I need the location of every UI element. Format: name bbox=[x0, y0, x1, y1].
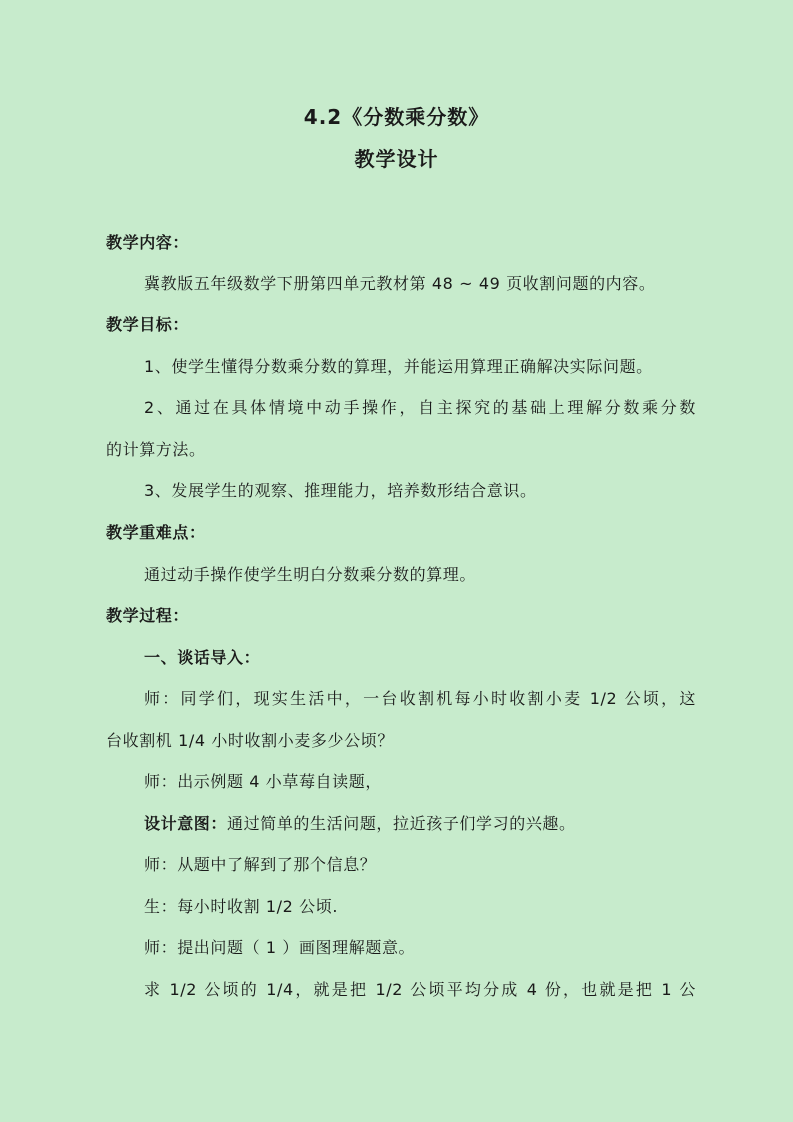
key-points-heading: 教学重难点： bbox=[106, 523, 206, 542]
design-intent-label: 设计意图： bbox=[144, 814, 228, 833]
document-subtitle: 教学设计 bbox=[354, 147, 439, 171]
section-1-heading: 一、谈话导入： bbox=[144, 648, 261, 667]
paragraph-6: 求 1/2 公顷的 1/4，就是把 1/2 公顷平均分成 4 份，也就是把 1 公 bbox=[144, 980, 696, 999]
objective-item-3: 3、发展学生的观察、推理能力，培养数形结合意识。 bbox=[144, 481, 537, 500]
content-heading: 教学内容： bbox=[106, 233, 190, 252]
design-intent bbox=[144, 813, 696, 835]
objective-item-2-line-1: 2、通过在具体情境中动手操作，自主探究的基础上理解分数乘分数 bbox=[144, 398, 696, 417]
paragraph-5: 师：提出问题（ 1 ）画图理解题意。 bbox=[144, 938, 416, 957]
document-title: 4.2《分数乘分数》 bbox=[303, 105, 490, 129]
objective-item-2-line-2: 的计算方法。 bbox=[106, 440, 206, 459]
paragraph-4: 生：每小时收割 1/2 公顷. bbox=[144, 897, 339, 916]
paragraph-3: 师：从题中了解到了那个信息？ bbox=[144, 855, 377, 874]
paragraph-1-line-2: 台收割机 1/4 小时收割小麦多少公顷？ bbox=[106, 731, 394, 750]
objectives-heading: 教学目标： bbox=[106, 315, 190, 334]
content-text: 冀教版五年级数学下册第四单元教材第 48 ~ 49 页收割问题的内容。 bbox=[144, 274, 656, 293]
objective-item-1: 1、使学生懂得分数乘分数的算理，并能运用算理正确解决实际问题。 bbox=[144, 357, 653, 376]
process-heading: 教学过程： bbox=[106, 606, 190, 625]
paragraph-2: 师：出示例题 4 小草莓自读题， bbox=[144, 772, 382, 791]
key-points-text: 通过动手操作使学生明白分数乘分数的算理。 bbox=[144, 565, 477, 584]
paragraph-1-line-1: 师：同学们，现实生活中，一台收割机每小时收割小麦 1/2 公顷，这 bbox=[144, 689, 696, 708]
design-intent-text: 通过简单的生活问题，拉近孩子们学习的兴趣。 bbox=[227, 814, 576, 833]
